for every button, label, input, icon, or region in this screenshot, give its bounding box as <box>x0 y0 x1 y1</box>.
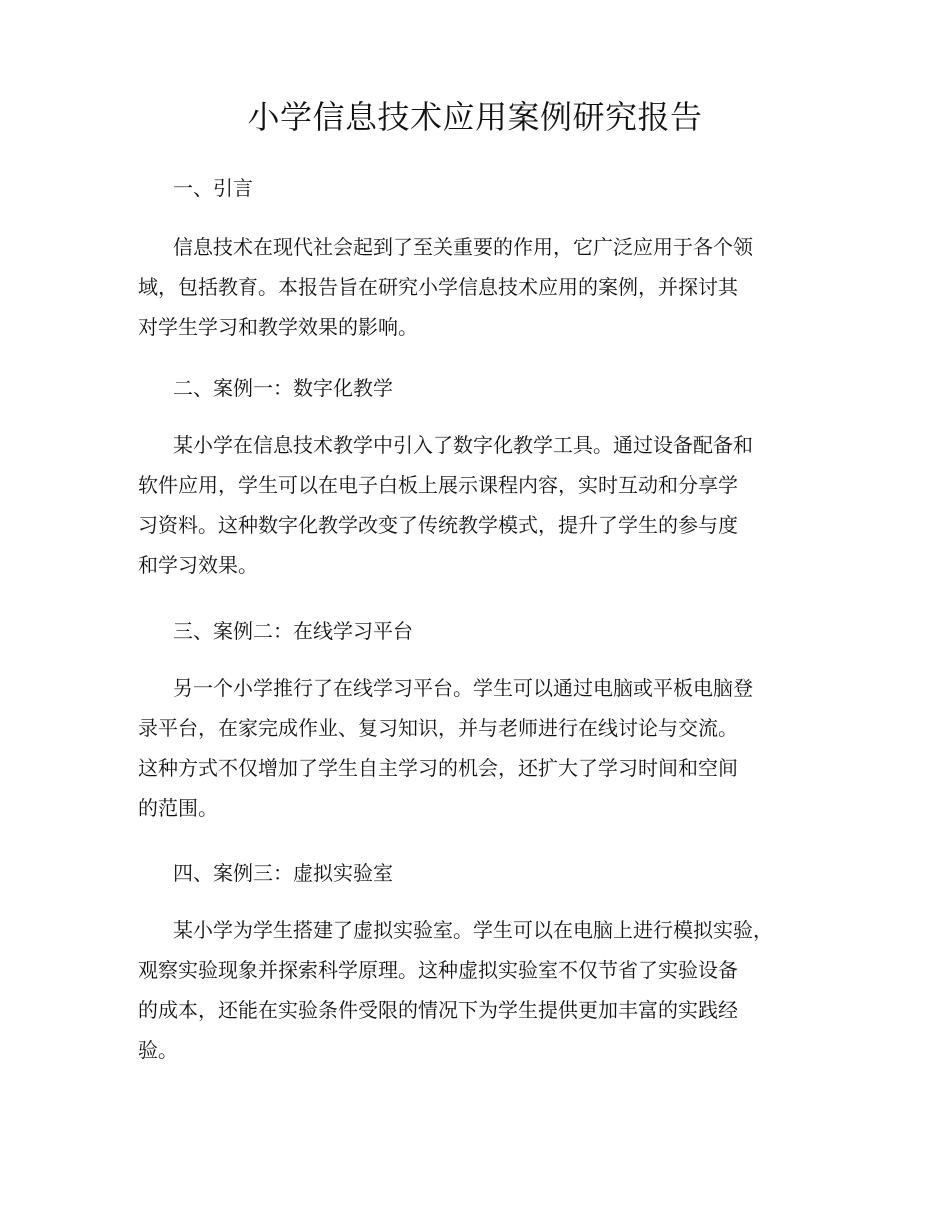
paragraph-line: 观察实验现象并探索科学原理。这种虚拟实验室不仅节省了实验设备 <box>138 958 738 982</box>
section-heading-case-one: 二、案例一：数字化教学 <box>173 376 393 400</box>
paragraph-line: 信息技术在现代社会起到了至关重要的作用，它广泛应用于各个领 <box>173 235 753 259</box>
paragraph-line: 这种方式不仅增加了学生自主学习的机会，还扩大了学习时间和空间 <box>138 756 738 780</box>
paragraph-line: 域，包括教育。本报告旨在研究小学信息技术应用的案例，并探讨其 <box>138 275 738 299</box>
section-heading-case-three: 四、案例三：虚拟实验室 <box>173 861 393 885</box>
paragraph-line: 的范围。 <box>138 796 218 820</box>
paragraph-line: 软件应用，学生可以在电子白板上展示课程内容，实时互动和分享学 <box>138 473 738 497</box>
paragraph-line: 验。 <box>138 1038 178 1062</box>
paragraph-line: 另一个小学推行了在线学习平台。学生可以通过电脑或平板电脑登 <box>173 676 753 700</box>
section-heading-introduction: 一、引言 <box>173 176 253 200</box>
section-paragraph-case-one <box>138 425 838 585</box>
paragraph-line: 录平台，在家完成作业、复习知识，并与老师进行在线讨论与交流。 <box>138 716 738 740</box>
section-heading-case-two: 三、案例二：在线学习平台 <box>173 619 413 643</box>
document-title: 小学信息技术应用案例研究报告 <box>247 98 703 136</box>
paragraph-line: 的成本，还能在实验条件受限的情况下为学生提供更加丰富的实践经 <box>138 998 738 1022</box>
paragraph-line: 某小学在信息技术教学中引入了数字化教学工具。通过设备配备和 <box>173 433 753 457</box>
section-paragraph-case-two <box>138 668 838 828</box>
paragraph-line: 对学生学习和教学效果的影响。 <box>138 315 418 339</box>
paragraph-line: 和学习效果。 <box>138 553 258 577</box>
section-paragraph-case-three <box>138 910 838 1070</box>
section-paragraph-introduction <box>138 227 838 347</box>
paragraph-line: 某小学为学生搭建了虚拟实验室。学生可以在电脑上进行模拟实验， <box>173 918 773 942</box>
paragraph-line: 习资料。这种数字化教学改变了传统教学模式，提升了学生的参与度 <box>138 513 738 537</box>
